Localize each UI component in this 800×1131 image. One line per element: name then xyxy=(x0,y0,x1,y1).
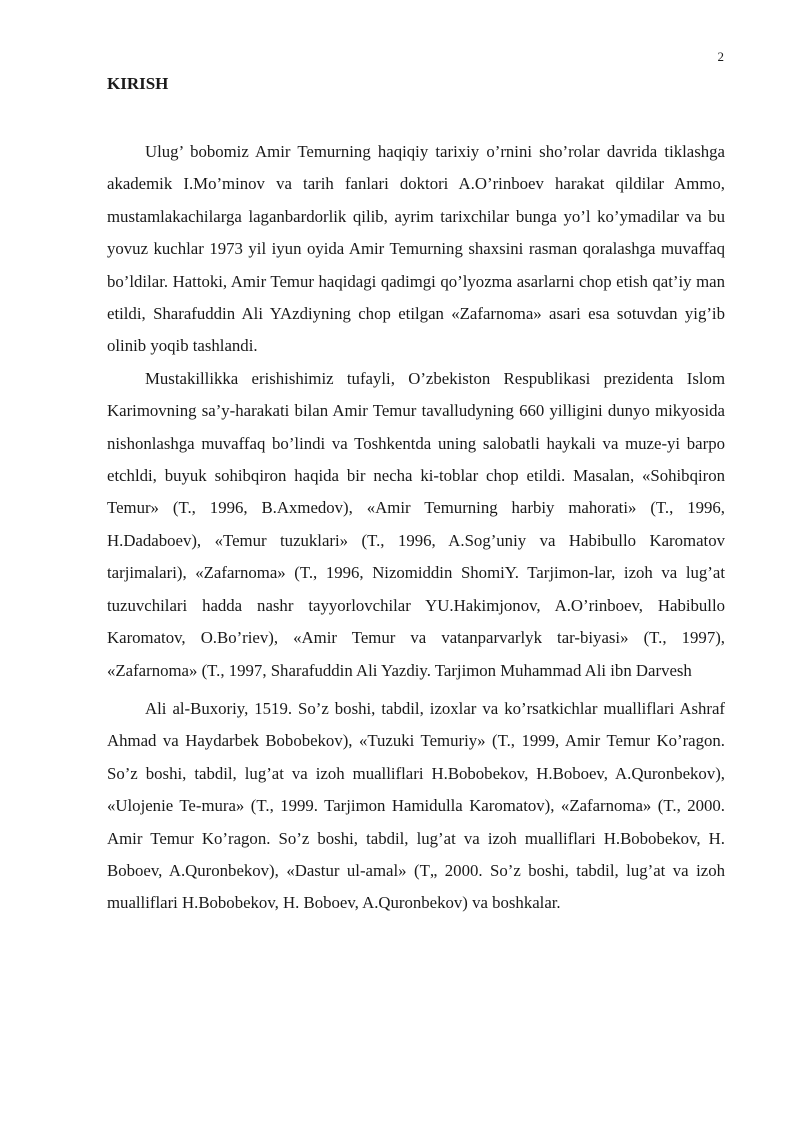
page-number: 2 xyxy=(717,49,724,64)
section-heading: KIRISH xyxy=(107,74,169,93)
paragraph-1: Ulug’ bobomiz Amir Temurning haqiqiy tarixiy o’rnini sho’rolar davrida tiklashga akademik I.Mo’minov va tarih fanlari doktori A.O’rinboev harakat qildilar Ammo, mustamlakachilarga laganbardorlik qilib, ayrim tarixchilar bunga yo’l ko’ymadilar va bu yovuz kuchlar 1973 yil iyun oyida Amir Temurning shaxsini rasman qoralashga muvaffaq bo’ldilar. Hattoki, Amir Temur haqidagi qadimgi qo’lyozma asarlarni chop etish qat’iy man etildi, Sharafuddin Ali YAzdiyning chop etilgan «Zafarnoma» asari esa sotuvdan yig’ib olinib yoqib tashlandi. xyxy=(107,142,725,356)
paragraph-2: Mustakillikka erishishimiz tufayli, O’zbekiston Respublikasi prezidenta Islom Karimovning sa’y-harakati bilan Amir Temur tavalludyning 660 yilligini dunyo mikyosida nishonlashga muvaffaq bo’lindi va Toshkentda uning salobatli haykali va muze-yi barpo etchldi, buyuk sohibqiron haqida bir necha ki-toblar chop etildi. Masalan, «Sohibqiron Temur» (T., 1996, B.Axmedov), «Amir Temurning harbiy mahorati» (T., 1996, H.Dadaboev), «Temur tuzuklari» (T., 1996, A.Sog’uniy va Habibullo Karomatov tarjimalari), «Zafarnoma» (T., 1996, Nizomiddin ShomiY. Tarjimon-lar, izoh va lug’at tuzuvchilari hadda nashr tayyorlovchilar YU.Hakimjonov, A.O’rinboev, Habibullo Karomatov, O.Bo’riev), «Amir Temur va vatanparvarlyk tar-biyasi» (T., 1997), «Zafarnoma» (T., 1997, Sharafuddin Ali Yazdiy. Tarjimon Muhammad Ali ibn Darvesh xyxy=(107,368,725,680)
paragraph-3: Ali al-Buxoriy, 1519. So’z boshi, tabdil, izoxlar va ko’rsatkichlar mualliflari Ashraf Ahmad va Haydarbek Bobobekov), «Tuzuki Temuriy» (T., 1999, Amir Temur Ko’ragon. So’z boshi, tabdil, lug’at va izoh mualliflari H.Bobobekov, H.Boboev, A.Quronbekov), «Ulojenie Te-mura» (T., 1999. Tarjimon Hamidulla Karomatov), «Zafarnoma» (T., 2000. Amir Temur Ko’ragon. So’z boshi, tabdil, lug’at va izoh mualliflari H.Bobobekov, H. Boboev, A.Quronbekov), «Dastur ul-amal» (T„ 2000. So’z boshi, tabdil, lug’at va izoh mualliflari H.Bobobekov, H. Boboev, A.Quronbekov) va boshkalar. xyxy=(107,698,725,913)
body-text xyxy=(107,136,725,920)
